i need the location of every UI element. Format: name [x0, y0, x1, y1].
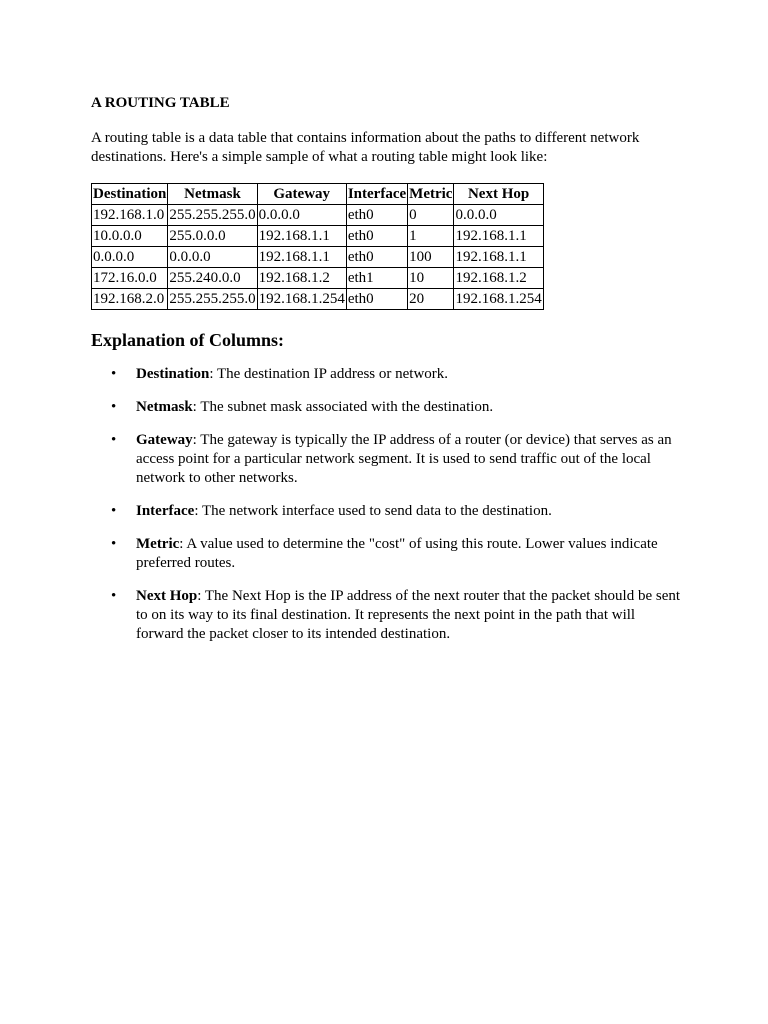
list-item [91, 398, 683, 417]
table-row [92, 205, 544, 226]
list-item-term: Interface [136, 503, 195, 519]
table-cell: 0.0.0.0 [92, 247, 168, 268]
table-cell: eth0 [346, 289, 407, 310]
table-cell: 192.168.2.0 [92, 289, 168, 310]
table-cell: 192.168.1.254 [454, 289, 543, 310]
bullet-icon: • [111, 399, 117, 415]
table-cell: eth0 [346, 247, 407, 268]
table-row [92, 226, 544, 247]
column-header: Metric [408, 184, 454, 205]
column-header: Netmask [168, 184, 257, 205]
table-cell: 192.168.1.1 [257, 247, 346, 268]
table-row [92, 268, 544, 289]
column-header: Gateway [257, 184, 346, 205]
table-cell: 192.168.1.1 [454, 247, 543, 268]
table-cell: 255.255.255.0 [168, 205, 257, 226]
bullet-icon: • [111, 503, 117, 519]
list-item [91, 535, 683, 573]
list-item-description: : The gateway is typically the IP address of a router (or device) that serves as an access point for a particular network segment. It is used to send traffic out of the local network to other networks. [136, 432, 672, 486]
document-content [91, 94, 683, 658]
table-cell: 10.0.0.0 [92, 226, 168, 247]
list-item-description: : The Next Hop is the IP address of the next router that the packet should be sent to on its way to its final destination. It represents the next point in the path that will forward the packet closer to its intended destination. [136, 588, 681, 642]
table-cell: 255.240.0.0 [168, 268, 257, 289]
list-item-term: Next Hop [136, 588, 198, 604]
bullet-icon: • [111, 432, 117, 448]
table-cell: 0.0.0.0 [257, 205, 346, 226]
table-header-row [92, 184, 544, 205]
list-item-term: Metric [136, 536, 180, 552]
list-item-description: : The subnet mask associated with the destination. [192, 399, 494, 415]
intro-paragraph: A routing table is a data table that contains information about the paths to different network destinations. Here's a simple sample of what a routing table might look like: [91, 130, 640, 165]
bullet-icon: • [111, 366, 117, 382]
list-item [91, 431, 683, 488]
table-row [92, 247, 544, 268]
table-cell: 10 [408, 268, 454, 289]
table-cell: 0.0.0.0 [168, 247, 257, 268]
bullet-icon: • [111, 588, 117, 604]
table-cell: 192.168.1.1 [257, 226, 346, 247]
list-item-term: Destination [136, 366, 210, 382]
list-item [91, 587, 683, 644]
list-item-term: Netmask [136, 399, 193, 415]
table-cell: 192.168.1.1 [454, 226, 543, 247]
column-header: Next Hop [454, 184, 543, 205]
column-header: Interface [346, 184, 407, 205]
table-cell: 192.168.1.2 [257, 268, 346, 289]
table-cell: eth0 [346, 205, 407, 226]
document-title: A ROUTING TABLE [91, 95, 230, 111]
table-cell: 1 [408, 226, 454, 247]
section-heading: Explanation of Columns: [91, 330, 285, 350]
table-cell: 20 [408, 289, 454, 310]
column-explanation-list [91, 365, 683, 644]
bullet-icon: • [111, 536, 117, 552]
table-cell: 255.255.255.0 [168, 289, 257, 310]
table-cell: 172.16.0.0 [92, 268, 168, 289]
list-item [91, 502, 683, 521]
table-cell: 192.168.1.254 [257, 289, 346, 310]
table-cell: eth0 [346, 226, 407, 247]
list-item-term: Gateway [136, 432, 193, 448]
table-cell: 192.168.1.0 [92, 205, 168, 226]
table-cell: 0.0.0.0 [454, 205, 543, 226]
table-cell: 192.168.1.2 [454, 268, 543, 289]
list-item-description: : The destination IP address or network. [209, 366, 449, 382]
list-item-description: : A value used to determine the "cost" of using this route. Lower values indicate preferred routes. [136, 536, 658, 571]
table-cell: 0 [408, 205, 454, 226]
list-item-description: : The network interface used to send data to the destination. [194, 503, 552, 519]
table-cell: 100 [408, 247, 454, 268]
table-cell: eth1 [346, 268, 407, 289]
list-item [91, 365, 683, 384]
table-cell: 255.0.0.0 [168, 226, 257, 247]
column-header: Destination [92, 184, 168, 205]
table-row [92, 289, 544, 310]
routing-table [91, 183, 544, 310]
